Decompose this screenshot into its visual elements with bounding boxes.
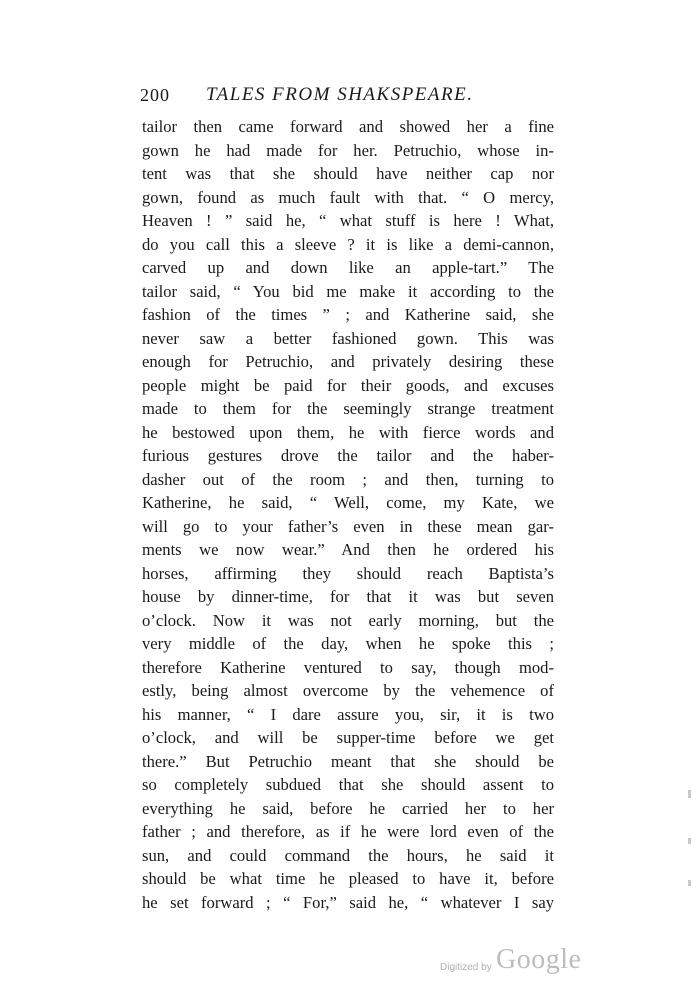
text-line: very middle of the day, when he spoke this ; xyxy=(142,634,554,653)
page-header xyxy=(140,80,560,110)
text-line: father ; and therefore, as if he were lord even of the xyxy=(142,822,554,841)
text-line: o’clock, and will be supper-time before we get xyxy=(142,728,554,747)
text-line: so completely subdued that she should assent to xyxy=(142,775,554,794)
text-line: he set forward ; “ For,” said he, “ whatever I say xyxy=(142,892,554,912)
text-line: tent was that she should have neither cap nor xyxy=(142,164,554,183)
text-line: dasher out of the room ; and then, turning to xyxy=(142,469,554,489)
text-line: o’clock. Now it was not early morning, but the xyxy=(142,610,554,630)
text-line: gown he had made for her. Petruchio, whose in- xyxy=(142,140,554,160)
text-line: Katherine, he said, “ Well, come, my Kate, we xyxy=(142,493,554,512)
scan-edge-mark xyxy=(688,838,691,844)
text-line: there.” But Petruchio meant that she should be xyxy=(142,751,554,771)
text-line: everything he said, before he carried her to her xyxy=(142,798,554,818)
text-line: horses, affirming they should reach Baptista’s xyxy=(142,563,554,583)
text-line: house by dinner-time, for that it was but seven xyxy=(142,587,554,606)
running-title: TALES FROM SHAKSPEARE. xyxy=(206,84,474,105)
text-line: will go to your father’s even in these mean gar- xyxy=(142,516,554,536)
text-line: he bestowed upon them, he with fierce words and xyxy=(142,422,554,442)
text-line: enough for Petruchio, and privately desiring these xyxy=(142,352,554,371)
digitized-watermark xyxy=(440,944,600,984)
text-line: therefore Katherine ventured to say, though mod- xyxy=(142,657,554,677)
page-number: 200 xyxy=(140,85,170,105)
text-line: should be what time he pleased to have it, before xyxy=(142,869,554,888)
scan-edge-mark xyxy=(688,880,691,886)
text-line: tailor then came forward and showed her a fine xyxy=(142,117,554,136)
scan-edge-mark xyxy=(688,790,691,798)
text-line: furious gestures drove the tailor and the haber- xyxy=(142,446,554,465)
text-line: sun, and could command the hours, he said it xyxy=(142,845,554,865)
digitized-by-label: Digitized by xyxy=(440,962,492,973)
text-line: never saw a better fashioned gown. This was xyxy=(142,328,554,348)
text-line: tailor said, “ You bid me make it according to the xyxy=(142,281,554,301)
text-line: Heaven ! ” said he, “ what stuff is here ! What, xyxy=(142,211,554,230)
body-text xyxy=(142,115,554,914)
text-line: do you call this a sleeve ? it is like a demi-cannon, xyxy=(142,234,554,254)
google-logo: Google xyxy=(496,944,582,975)
text-line: his manner, “ I dare assure you, sir, it is two xyxy=(142,704,554,724)
text-line: people might be paid for their goods, and excuses xyxy=(142,375,554,395)
text-line: ments we now wear.” And then he ordered his xyxy=(142,540,554,559)
text-line: estly, being almost overcome by the vehemence of xyxy=(142,681,554,700)
text-line: carved up and down like an apple-tart.” The xyxy=(142,258,554,277)
text-line: made to them for the seemingly strange treatment xyxy=(142,399,554,418)
text-line: gown, found as much fault with that. “ O mercy, xyxy=(142,187,554,207)
text-line: fashion of the times ” ; and Katherine said, she xyxy=(142,305,554,324)
